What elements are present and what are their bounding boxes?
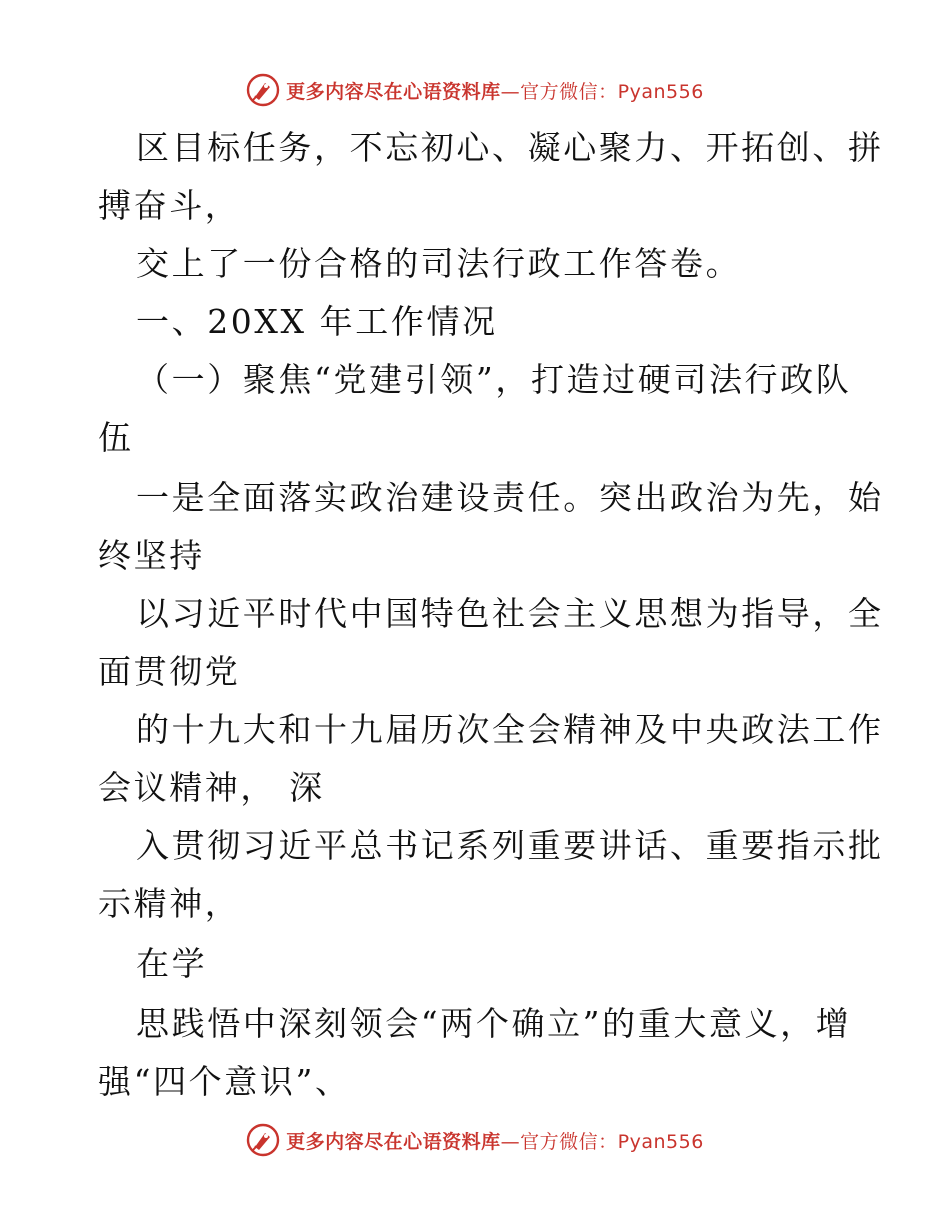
section-heading: 一、20XX 年工作情况 — [136, 302, 498, 341]
body-line: 伍 — [98, 418, 134, 457]
body-line: 区目标任务，不忘初心、凝心聚力、开拓创、拼 — [136, 128, 884, 167]
watermark-site: 更多内容尽在心语资料库 — [286, 80, 501, 103]
body-line: 搏奋斗， — [98, 186, 241, 225]
subsection-heading: （一）聚焦“党建引领”，打造过硬司法行政队 — [136, 360, 852, 399]
watermark-wechat: 官方微信：Pyan556 — [520, 80, 704, 103]
watermark-dash: — — [500, 80, 521, 103]
body-line: 以习近平时代中国特色社会主义思想为指导，全 — [136, 594, 884, 633]
watermark-dash: — — [500, 1130, 521, 1153]
body-line: 思践悟中深刻领会“两个确立”的重大意义，增 — [136, 1004, 852, 1043]
body-line: 示精神， — [98, 884, 241, 923]
body-line: 会议精神， 深 — [98, 768, 325, 807]
body-line: 一是全面落实政治建设责任。突出政治为先，始 — [136, 478, 884, 517]
body-line: 面贯彻党 — [98, 652, 241, 691]
body-line: 的十九大和十九届历次全会精神及中央政法工作 — [136, 710, 884, 749]
pen-nib-logo-icon — [246, 1123, 280, 1157]
footer-watermark — [0, 1120, 950, 1160]
watermark-site: 更多内容尽在心语资料库 — [286, 1130, 501, 1153]
watermark-text — [286, 1127, 704, 1154]
body-line: 入贯彻习近平总书记系列重要讲话、重要指示批 — [136, 826, 884, 865]
body-line: 强“四个意识”、 — [98, 1062, 351, 1101]
body-line: 交上了一份合格的司法行政工作答卷。 — [136, 244, 742, 283]
body-line: 终坚持 — [98, 536, 205, 575]
watermark-wechat: 官方微信：Pyan556 — [520, 1130, 704, 1153]
body-line: 在学 — [136, 944, 208, 983]
